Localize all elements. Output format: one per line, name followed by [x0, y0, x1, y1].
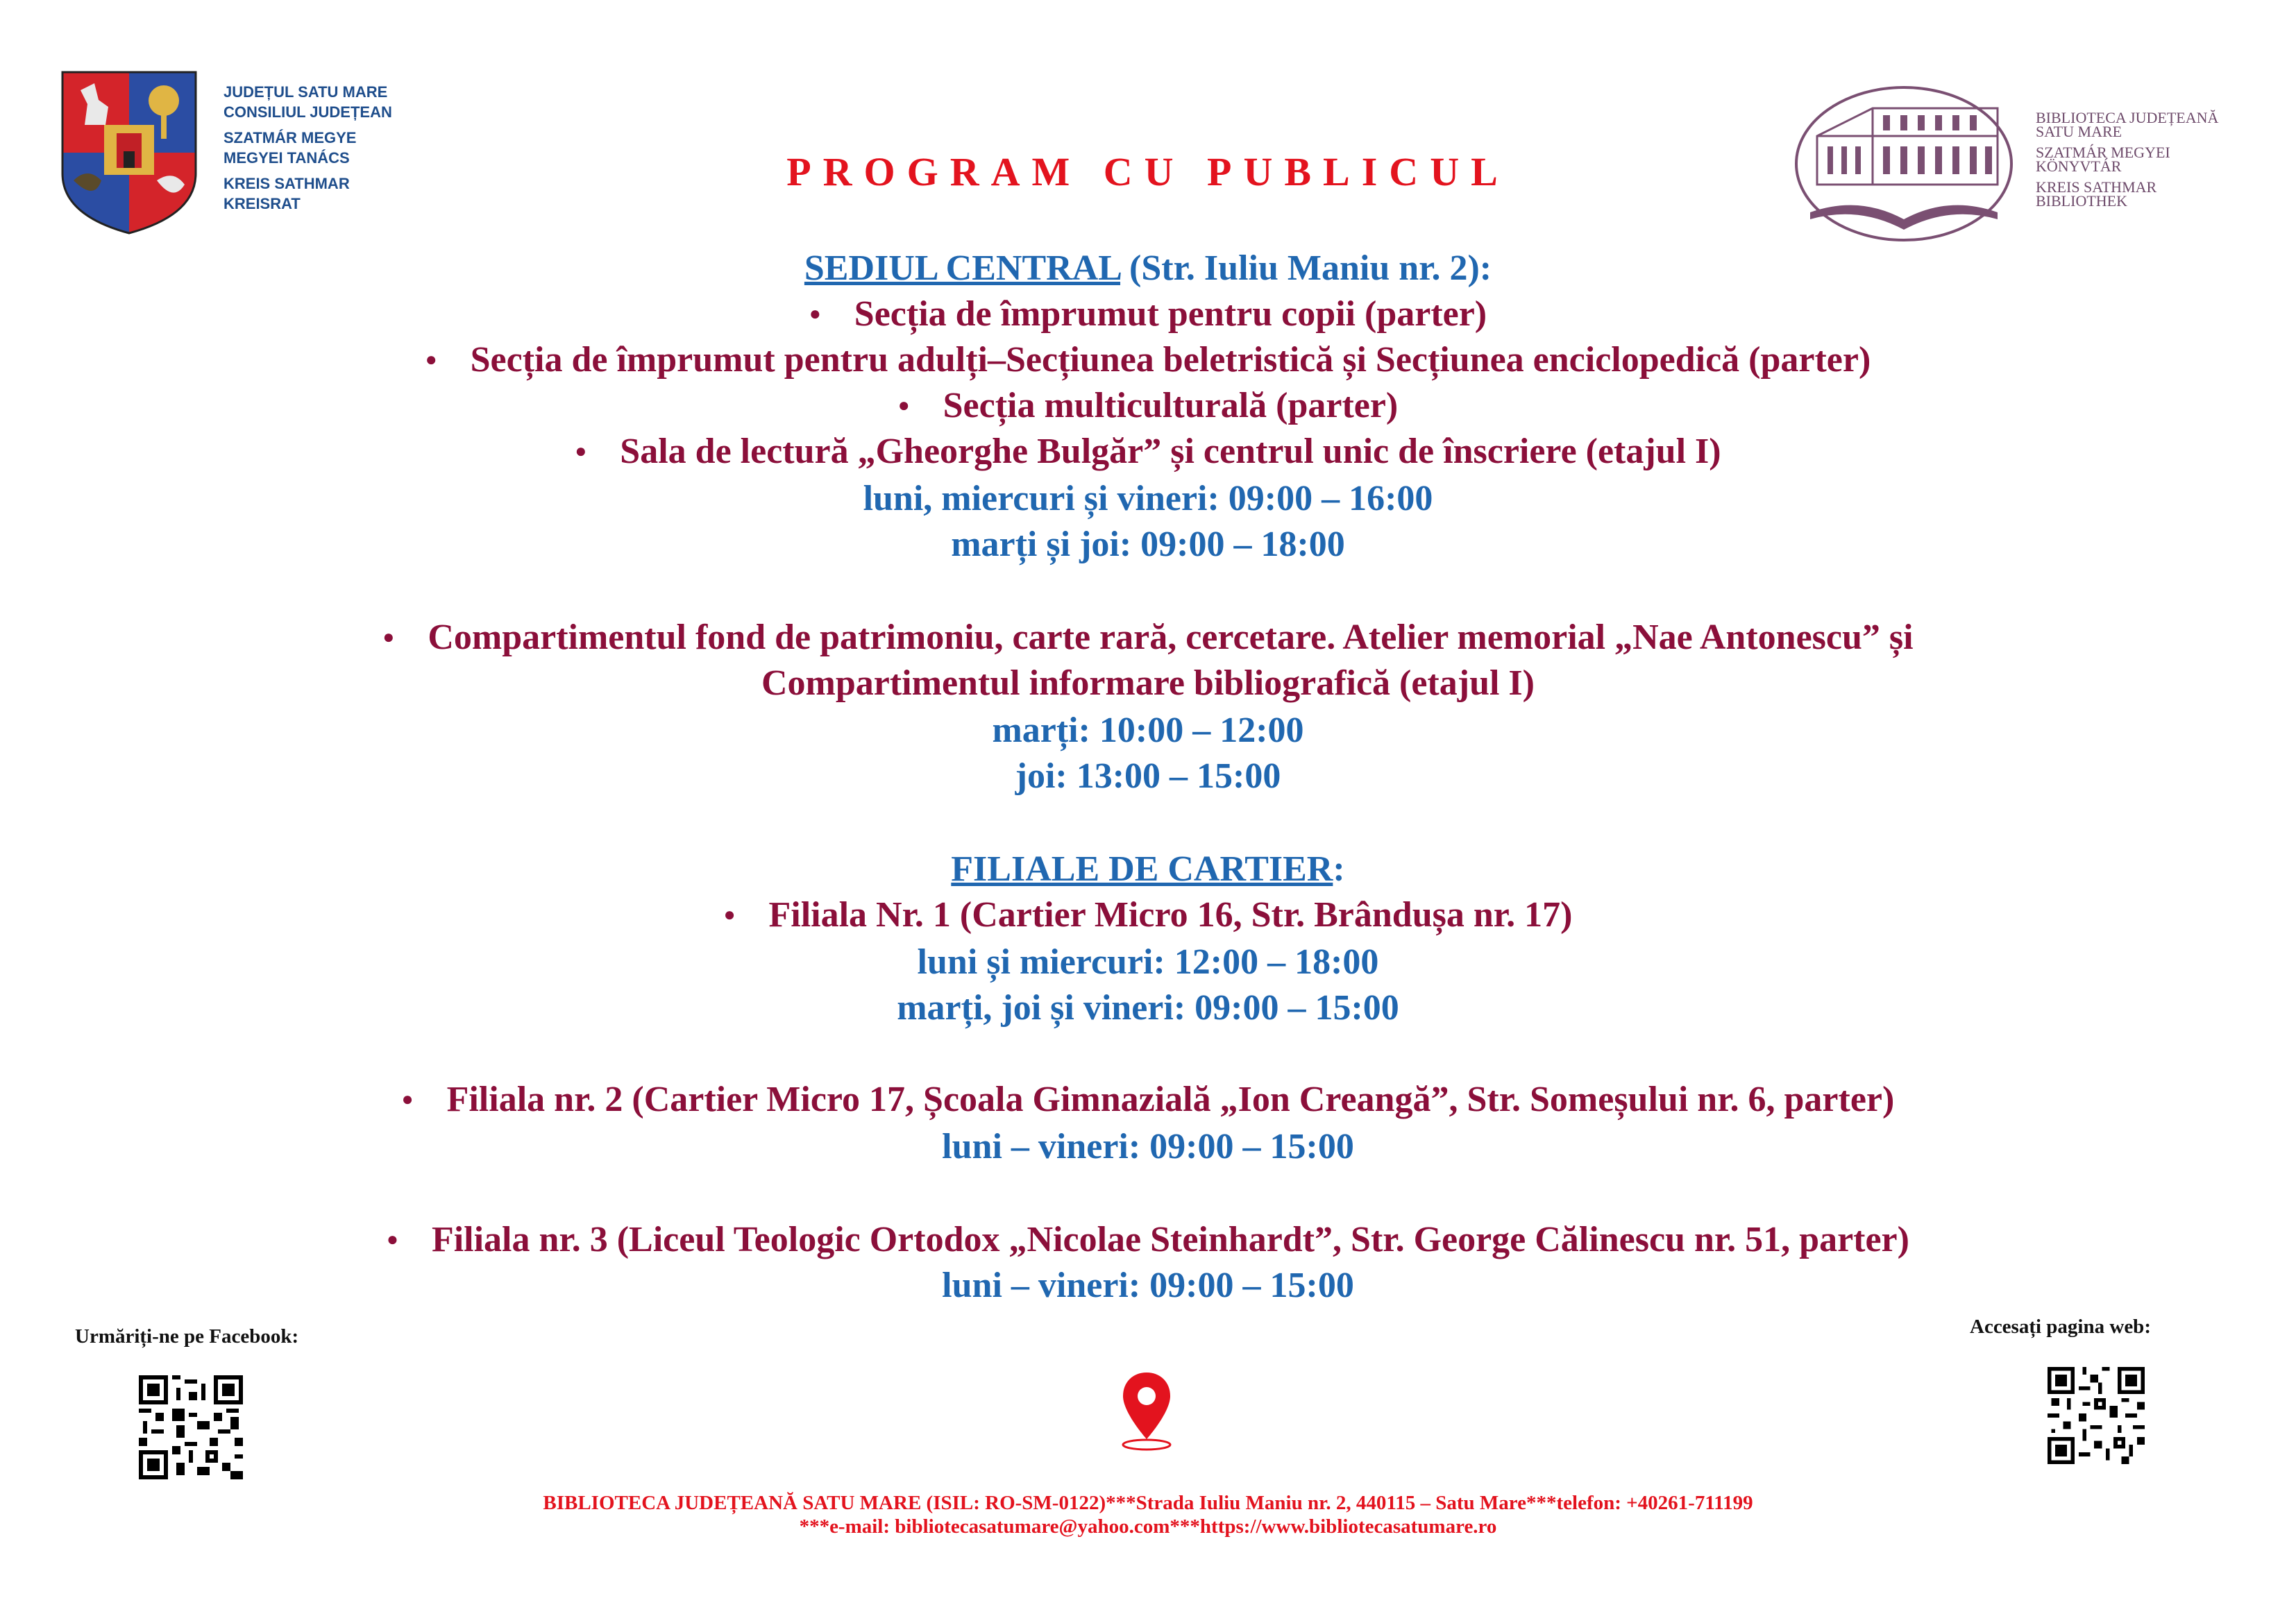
library-line: KREIS SATHMAR: [2036, 178, 2157, 196]
bullet: ●: [897, 395, 910, 417]
central-item: [0, 429, 2296, 477]
county-line: KREISRAT: [223, 195, 301, 212]
branch-1-name: Filiala Nr. 1 (Cartier Micro 16, Str. Brândușa nr. 17): [768, 895, 1573, 935]
heritage-item: [0, 615, 2296, 663]
heritage-item-continued: Compartimentul informare bibliografică (etajul I): [761, 663, 1535, 703]
county-line: JUDEȚUL SATU MARE: [223, 83, 388, 101]
heritage-hours: marți: 10:00 – 12:00: [992, 711, 1304, 750]
central-hours: luni, miercuri și vineri: 09:00 – 16:00: [863, 479, 1433, 518]
central-heading: SEDIUL CENTRAL: [804, 248, 1121, 288]
branches-heading: FILIALE DE CARTIER: [951, 849, 1333, 889]
branches-colon: :: [1333, 849, 1345, 889]
central-item: [0, 337, 2296, 386]
branch-1: [0, 892, 2296, 941]
central-item: [0, 291, 2296, 340]
central-item: [0, 383, 2296, 432]
bullet: ●: [382, 627, 395, 649]
branch-3-hours: luni – vineri: 09:00 – 15:00: [942, 1266, 1354, 1305]
bullet: ●: [387, 1229, 398, 1251]
heritage-hours: joi: 13:00 – 15:00: [1015, 756, 1281, 796]
bullet: ●: [723, 904, 736, 926]
central-item-text: Secția multiculturală (parter): [943, 386, 1399, 425]
central-item-text: Secția de împrumut pentru copii (parter): [854, 294, 1487, 334]
facebook-label: Urmăriți-ne pe Facebook:: [75, 1325, 299, 1348]
county-line: CONSILIUL JUDEȚEAN: [223, 103, 392, 121]
website-qr-code[interactable]: [2048, 1367, 2145, 1464]
footer-contact-line: ***e-mail: bibliotecasatumare@yahoo.com***https://www.bibliotecasatumare.ro: [799, 1515, 1497, 1538]
central-item-text: Secția de împrumut pentru adulți–Secțiunea beletristică și Secțiunea enciclopedică (parter): [470, 340, 1871, 380]
central-heading-line: [0, 246, 2296, 291]
website-label: Accesați pagina web:: [1970, 1316, 2151, 1338]
bullet: ●: [809, 303, 821, 325]
library-line: KÖNYVTÁR: [2036, 158, 2122, 175]
branch-2-hours: luni – vineri: 09:00 – 15:00: [942, 1127, 1354, 1166]
county-line: MEGYEI TANÁCS: [223, 149, 350, 167]
bullet: ●: [425, 349, 437, 371]
location-pin-icon: [1119, 1370, 1174, 1452]
library-line: SATU MARE: [2036, 123, 2122, 140]
library-line: BIBLIOTECA JUDEȚEANĂ: [2036, 109, 2219, 126]
footer-address-line: BIBLIOTECA JUDEȚEANĂ SATU MARE (ISIL: RO-SM-0122)***Strada Iuliu Maniu nr. 2, 440115 – Satu Mare***telefon: +40261-711199: [543, 1492, 1753, 1514]
library-line: BIBLIOTHEK: [2036, 192, 2127, 210]
library-line: SZATMÁR MEGYEI: [2036, 144, 2170, 161]
branch-3: [0, 1217, 2296, 1266]
central-address: (Str. Iuliu Maniu nr. 2):: [1120, 248, 1492, 288]
facebook-qr-code[interactable]: [139, 1375, 243, 1479]
heritage-item-text: Compartimentul fond de patrimoniu, carte rară, cercetare. Atelier memorial „Nae Antonescu” și: [428, 618, 1914, 657]
branch-1-hours: marți, joi și vineri: 09:00 – 15:00: [897, 988, 1399, 1028]
page-title: PROGRAM CU PUBLICUL: [786, 149, 1510, 194]
branches-heading-line: [0, 847, 2296, 892]
county-line: KREIS SATHMAR: [223, 175, 350, 192]
central-hours: marți și joi: 09:00 – 18:00: [951, 525, 1345, 564]
bullet: ●: [401, 1089, 414, 1111]
central-item-text: Sala de lectură „Gheorghe Bulgăr” și centrul unic de înscriere (etajul I): [620, 432, 1721, 471]
branch-1-hours: luni și miercuri: 12:00 – 18:00: [917, 942, 1379, 982]
county-line: SZATMÁR MEGYE: [223, 129, 357, 146]
branch-2: [0, 1077, 2296, 1125]
branch-2-name: Filiala nr. 2 (Cartier Micro 17, Școala Gimnazială „Ion Creangă”, Str. Someșului nr. 6, parter): [446, 1080, 1895, 1119]
branch-3-name: Filiala nr. 3 (Liceul Teologic Ortodox „Nicolae Steinhardt”, Str. George Călinescu nr. 51, parter): [431, 1220, 1909, 1259]
bullet: ●: [575, 441, 587, 463]
